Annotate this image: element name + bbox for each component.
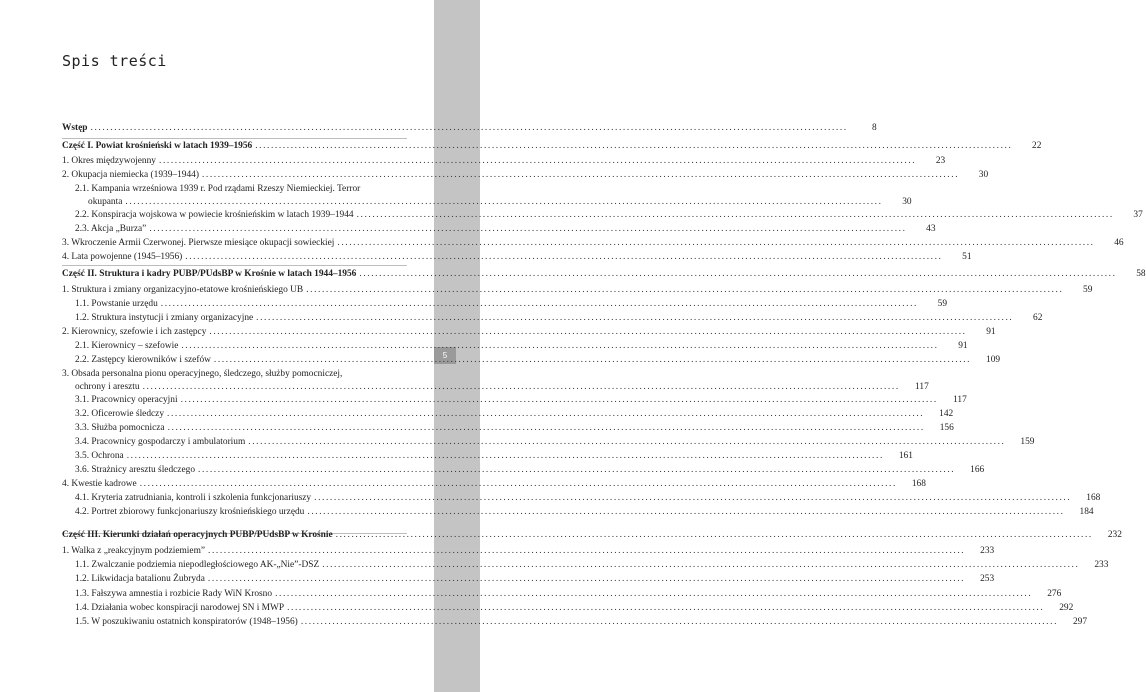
toc-entry[interactable] xyxy=(62,237,1124,249)
toc-entry[interactable] xyxy=(75,223,936,235)
toc-entry-page: 46 xyxy=(1114,238,1124,248)
dot-leader xyxy=(149,223,906,235)
toc-entry[interactable] xyxy=(62,478,926,490)
toc-entry[interactable] xyxy=(75,588,1062,600)
toc-entry[interactable] xyxy=(75,616,1088,628)
toc-entry-page: 117 xyxy=(915,382,929,392)
toc-entry-page: 276 xyxy=(1047,589,1062,599)
toc-entry-page: 22 xyxy=(1032,141,1042,151)
dot-leader xyxy=(275,588,1032,600)
toc-entry[interactable] xyxy=(62,251,972,263)
toc-entry-page: 91 xyxy=(986,327,996,337)
toc-entry-page: 292 xyxy=(1059,603,1074,613)
dot-leader xyxy=(143,381,900,393)
toc-entry-page: 168 xyxy=(1086,493,1101,503)
toc-entry-page: 166 xyxy=(970,465,985,475)
dot-leader xyxy=(301,616,1058,628)
toc-entry-title: 1.4. Działania wobec konspiracji narodowej SN i MWP xyxy=(75,603,285,613)
page-number: 5 xyxy=(434,347,456,364)
toc-entry-page: 23 xyxy=(935,156,946,166)
toc-entry-title: 2.2. Zastępcy kierowników i szefów xyxy=(75,355,211,365)
toc-entry-page: 37 xyxy=(1133,210,1143,220)
toc-entry-title: 3.1. Pracownicy operacyjni xyxy=(75,395,178,405)
toc-entry-title: 3.4. Pracownicy gospodarczy i ambulatorium xyxy=(75,437,246,447)
toc-entry-page: 168 xyxy=(911,479,926,489)
toc-entry-title: 4.1. Kryteria zatrudniania, kontroli i szkolenia funkcjonariuszy xyxy=(75,493,312,503)
dot-leader xyxy=(202,169,959,181)
toc-entry[interactable] xyxy=(75,312,1043,324)
toc-entry-page: 91 xyxy=(958,341,968,351)
dot-leader xyxy=(159,155,916,167)
toc-entry[interactable] xyxy=(62,284,1093,296)
toc-entry-title: 2.2. Konspiracja wojskowa w powiecie krośnieńskim w latach 1939–1944 xyxy=(75,210,354,220)
toc-entry[interactable] xyxy=(88,196,912,208)
dot-leader xyxy=(322,559,1079,571)
toc-entry-page: 58 xyxy=(1136,269,1146,279)
toc-entry-title: 1.5. W poszukiwaniu ostatnich konspiratorów (1948–1956) xyxy=(75,617,298,627)
toc-entry-title: 4.2. Portret zbiorowy funkcjonariuszy krośnieńskiego urzędu xyxy=(75,507,305,517)
toc-entry[interactable] xyxy=(75,436,1035,448)
toc-entry-page: 62 xyxy=(1033,313,1043,323)
dot-leader xyxy=(209,326,966,338)
toc-entry[interactable] xyxy=(62,268,1146,280)
toc-entry[interactable] xyxy=(62,140,1042,152)
toc-entry[interactable] xyxy=(75,354,1001,366)
toc-entry-page: 161 xyxy=(898,451,913,461)
dot-leader xyxy=(214,354,971,366)
toc-entry-page: 233 xyxy=(980,546,995,556)
toc-entry[interactable] xyxy=(62,122,877,134)
toc-entry-title-continued: okupanta xyxy=(88,197,123,207)
toc-entry[interactable] xyxy=(75,450,913,462)
toc-entry-title: 2.3. Akcja „Burza” xyxy=(75,224,147,234)
dot-leader xyxy=(248,436,1005,448)
toc-entry-page: 156 xyxy=(939,423,954,433)
toc-entry[interactable] xyxy=(75,422,954,434)
dot-leader xyxy=(181,340,938,352)
toc-entry-title: 2.1. Kierownicy – szefowie xyxy=(75,341,179,351)
page-title: Spis treści xyxy=(62,52,167,70)
toc-entry[interactable] xyxy=(75,602,1074,614)
dot-leader xyxy=(208,573,965,585)
dot-leader xyxy=(185,251,942,263)
dot-leader xyxy=(287,602,1044,614)
toc-entry-title: 2. Kierownicy, szefowie i ich zastępcy xyxy=(62,327,207,337)
toc-entry-title: 2.1. Kampania wrześniowa 1939 r. Pod rządami Rzeszy Niemieckiej. Terror xyxy=(75,184,361,194)
toc-entry[interactable] xyxy=(62,155,946,167)
dot-leader xyxy=(181,394,938,406)
toc-entry-page: 109 xyxy=(986,355,1001,365)
dot-leader xyxy=(127,450,884,462)
toc-entry[interactable] xyxy=(62,326,996,338)
toc-entry-title: 1.1. Zwalczanie podziemia niepodległościowego AK-„Nie”-DSZ xyxy=(75,560,320,570)
toc-entry-title: 3.5. Ochrona xyxy=(75,451,124,461)
dot-leader xyxy=(168,422,925,434)
toc-entry-page: 117 xyxy=(953,395,967,405)
toc-entry[interactable] xyxy=(75,408,954,420)
toc-entry-title: 1.3. Fałszywa amnestia i rozbicie Rady WiN Krosno xyxy=(75,589,273,599)
toc-entry[interactable] xyxy=(75,394,967,406)
toc-entry-page: 233 xyxy=(1094,560,1109,570)
toc-entry-title: 1. Okres międzywojenny xyxy=(62,156,156,166)
toc-entry-title: 3.3. Służba pomocnicza xyxy=(75,423,165,433)
dot-leader xyxy=(208,545,965,557)
toc-entry-title: Część III. Kierunki działań operacyjnych PUBP/PUdsBP w Krośnie xyxy=(62,530,333,540)
dot-leader xyxy=(337,237,1094,249)
toc-entry-page: 253 xyxy=(980,574,995,584)
dot-leader xyxy=(307,506,1064,518)
toc-entry[interactable] xyxy=(75,573,995,585)
toc-entry-page: 30 xyxy=(978,170,989,180)
toc-entry-title: 1.2. Struktura instytucji i zmiany organizacyjne xyxy=(75,313,254,323)
toc-entry[interactable] xyxy=(75,506,1094,518)
toc-entry[interactable] xyxy=(75,340,968,352)
dot-leader xyxy=(336,529,1093,541)
dot-leader xyxy=(255,140,1012,152)
toc-entry-title: Część II. Struktura i kadry PUBP/PUdsBP w Krośnie w latach 1944–1956 xyxy=(62,269,357,279)
toc-entry[interactable] xyxy=(75,298,947,310)
toc-entry-page: 232 xyxy=(1107,530,1122,540)
toc-entry-title: 1.1. Powstanie urzędu xyxy=(75,299,158,309)
toc-entry-title: 3.6. Strażnicy aresztu śledczego xyxy=(75,465,196,475)
dot-leader xyxy=(140,478,897,490)
toc-entry-title: 1. Walka z „reakcyjnym podziemiem” xyxy=(62,546,206,556)
toc-entry-page: 8 xyxy=(872,123,877,133)
toc-entry-page: 43 xyxy=(926,224,936,234)
toc-entry-title: 2. Okupacja niemiecka (1939–1944) xyxy=(62,170,199,180)
dot-leader xyxy=(161,298,918,310)
toc-entry[interactable] xyxy=(62,545,995,557)
toc-entry-title: 1. Struktura i zmiany organizacyjno-etatowe krośnieńskiego UB xyxy=(62,285,304,295)
toc-entry-title: 4. Kwestie kadrowe xyxy=(62,479,137,489)
toc-entry-title-continued: ochrony i aresztu xyxy=(75,382,140,392)
toc-entry[interactable] xyxy=(62,529,1122,541)
toc-entry-title: 3.2. Oficerowie śledczy xyxy=(75,409,165,419)
toc-entry[interactable] xyxy=(75,559,1109,571)
dot-leader xyxy=(256,312,1013,324)
toc-entry-title: 1.2. Likwidacja batalionu Żubryda xyxy=(75,574,205,584)
toc-entry-page: 184 xyxy=(1079,507,1094,517)
toc-entry[interactable] xyxy=(75,464,985,476)
dot-leader xyxy=(125,196,882,208)
toc-entry-page: 297 xyxy=(1072,617,1088,627)
toc-entry-title: Wstęp xyxy=(62,123,88,133)
toc-entry-page: 30 xyxy=(902,197,912,207)
toc-entry-page: 51 xyxy=(962,252,972,262)
toc-entry-page: 59 xyxy=(1083,285,1093,295)
toc-entry[interactable] xyxy=(75,381,929,393)
toc-entry-title: 4. Lata powojenne (1945–1956) xyxy=(62,252,183,262)
toc-entry[interactable] xyxy=(62,169,989,181)
dot-leader xyxy=(167,408,924,420)
toc-entry-title: Część I. Powiat krośnieński w latach 1939–1956 xyxy=(62,141,253,151)
toc-entry-page: 59 xyxy=(937,299,947,309)
toc-entry-page: 142 xyxy=(939,409,954,419)
dot-leader xyxy=(198,464,955,476)
toc-entry[interactable] xyxy=(75,492,1101,504)
dot-leader xyxy=(314,492,1071,504)
dot-leader xyxy=(306,284,1063,296)
section-divider xyxy=(62,265,407,266)
section-divider xyxy=(62,138,407,139)
toc-entry[interactable] xyxy=(75,209,1143,221)
toc-entry-title: 3. Wkroczenie Armii Czerwonej. Pierwsze miesiące okupacji sowieckiej xyxy=(62,238,335,248)
toc-entry-title: 3. Obsada personalna pionu operacyjnego, śledczego, służby pomocniczej, xyxy=(62,369,343,379)
dot-leader xyxy=(359,268,1116,280)
toc-entry-page: 159 xyxy=(1020,437,1035,447)
dot-leader xyxy=(91,122,848,134)
dot-leader xyxy=(357,209,1114,221)
